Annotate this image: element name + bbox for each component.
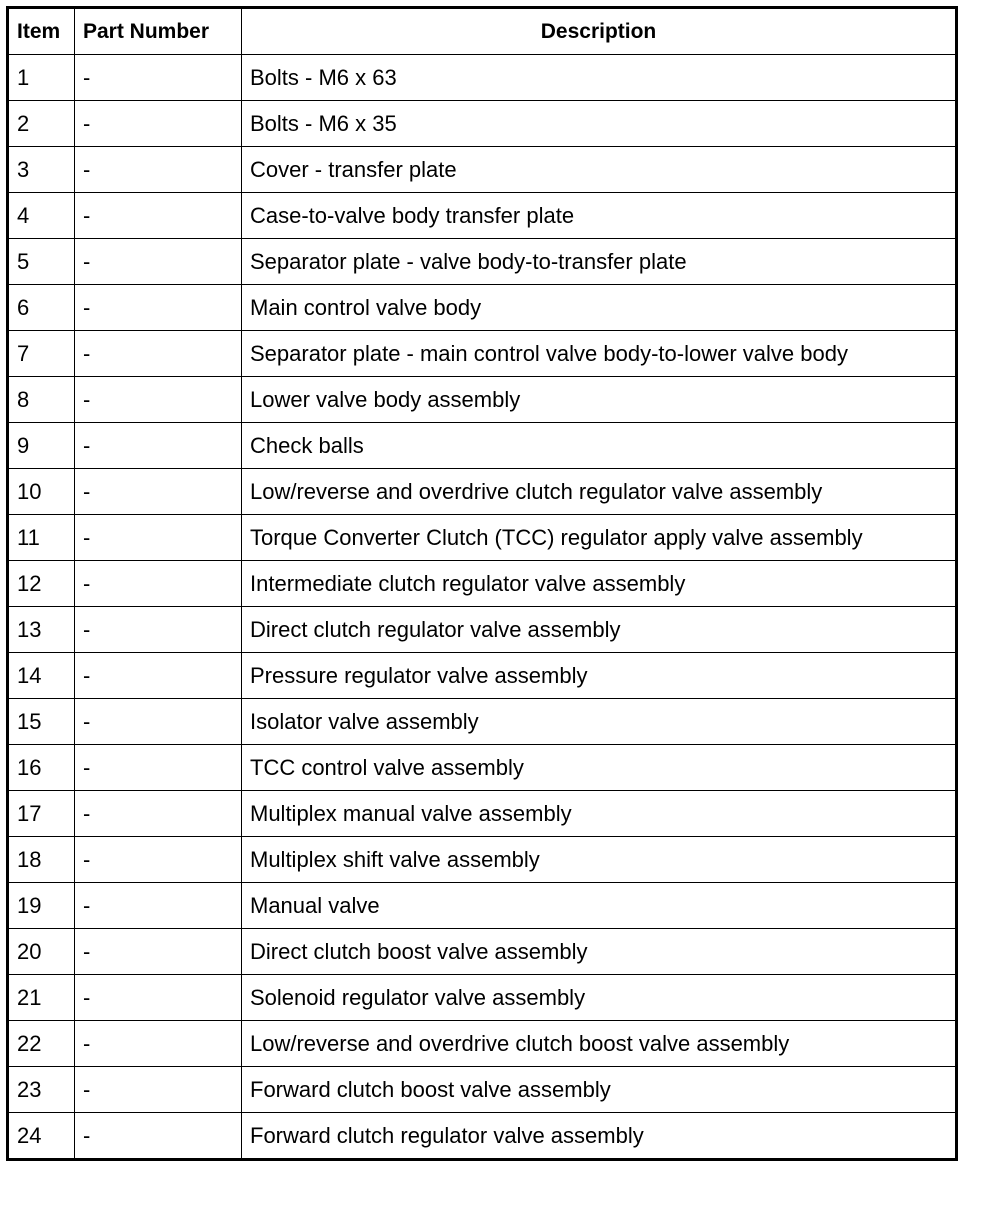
header-part-number: Part Number bbox=[75, 8, 242, 55]
part-number-cell: - bbox=[75, 1021, 242, 1067]
table-row bbox=[8, 55, 957, 101]
item-cell: 17 bbox=[8, 791, 75, 837]
item-cell: 8 bbox=[8, 377, 75, 423]
description-cell: Lower valve body assembly bbox=[242, 377, 957, 423]
description-cell: Low/reverse and overdrive clutch regulator valve assembly bbox=[242, 469, 957, 515]
part-number-cell: - bbox=[75, 791, 242, 837]
description-cell: Cover - transfer plate bbox=[242, 147, 957, 193]
item-cell: 16 bbox=[8, 745, 75, 791]
table-row bbox=[8, 147, 957, 193]
description-cell: Main control valve body bbox=[242, 285, 957, 331]
description-cell: Separator plate - valve body-to-transfer plate bbox=[242, 239, 957, 285]
part-number-cell: - bbox=[75, 331, 242, 377]
table-row bbox=[8, 975, 957, 1021]
table-row bbox=[8, 239, 957, 285]
description-cell: Forward clutch regulator valve assembly bbox=[242, 1113, 957, 1160]
table-row bbox=[8, 331, 957, 377]
description-cell: Bolts - M6 x 63 bbox=[242, 55, 957, 101]
description-cell: Bolts - M6 x 35 bbox=[242, 101, 957, 147]
table-row bbox=[8, 745, 957, 791]
parts-table bbox=[6, 6, 958, 1161]
item-cell: 6 bbox=[8, 285, 75, 331]
table-header bbox=[8, 8, 957, 55]
description-cell: Pressure regulator valve assembly bbox=[242, 653, 957, 699]
part-number-cell: - bbox=[75, 929, 242, 975]
table-row bbox=[8, 1113, 957, 1160]
item-cell: 11 bbox=[8, 515, 75, 561]
table-row bbox=[8, 469, 957, 515]
table-row bbox=[8, 423, 957, 469]
item-cell: 9 bbox=[8, 423, 75, 469]
part-number-cell: - bbox=[75, 561, 242, 607]
part-number-cell: - bbox=[75, 147, 242, 193]
item-cell: 15 bbox=[8, 699, 75, 745]
table-row bbox=[8, 1021, 957, 1067]
item-cell: 1 bbox=[8, 55, 75, 101]
part-number-cell: - bbox=[75, 55, 242, 101]
description-cell: Multiplex manual valve assembly bbox=[242, 791, 957, 837]
table-row bbox=[8, 101, 957, 147]
item-cell: 7 bbox=[8, 331, 75, 377]
description-cell: Case-to-valve body transfer plate bbox=[242, 193, 957, 239]
part-number-cell: - bbox=[75, 607, 242, 653]
part-number-cell: - bbox=[75, 285, 242, 331]
part-number-cell: - bbox=[75, 101, 242, 147]
table-row bbox=[8, 193, 957, 239]
description-cell: Solenoid regulator valve assembly bbox=[242, 975, 957, 1021]
part-number-cell: - bbox=[75, 377, 242, 423]
part-number-cell: - bbox=[75, 975, 242, 1021]
item-cell: 18 bbox=[8, 837, 75, 883]
description-cell: Check balls bbox=[242, 423, 957, 469]
part-number-cell: - bbox=[75, 469, 242, 515]
part-number-cell: - bbox=[75, 239, 242, 285]
item-cell: 2 bbox=[8, 101, 75, 147]
description-cell: Torque Converter Clutch (TCC) regulator apply valve assembly bbox=[242, 515, 957, 561]
item-cell: 3 bbox=[8, 147, 75, 193]
description-cell: Direct clutch boost valve assembly bbox=[242, 929, 957, 975]
item-cell: 14 bbox=[8, 653, 75, 699]
item-cell: 4 bbox=[8, 193, 75, 239]
part-number-cell: - bbox=[75, 423, 242, 469]
part-number-cell: - bbox=[75, 515, 242, 561]
table-row bbox=[8, 377, 957, 423]
description-cell: Manual valve bbox=[242, 883, 957, 929]
part-number-cell: - bbox=[75, 837, 242, 883]
table-row bbox=[8, 653, 957, 699]
item-cell: 10 bbox=[8, 469, 75, 515]
table-row bbox=[8, 837, 957, 883]
table-row bbox=[8, 929, 957, 975]
description-cell: Separator plate - main control valve body-to-lower valve body bbox=[242, 331, 957, 377]
table-row bbox=[8, 791, 957, 837]
description-cell: Forward clutch boost valve assembly bbox=[242, 1067, 957, 1113]
table-row bbox=[8, 515, 957, 561]
header-description: Description bbox=[242, 8, 957, 55]
table-body bbox=[8, 55, 957, 1160]
item-cell: 5 bbox=[8, 239, 75, 285]
part-number-cell: - bbox=[75, 699, 242, 745]
item-cell: 21 bbox=[8, 975, 75, 1021]
table-row bbox=[8, 285, 957, 331]
part-number-cell: - bbox=[75, 1113, 242, 1160]
part-number-cell: - bbox=[75, 653, 242, 699]
item-cell: 22 bbox=[8, 1021, 75, 1067]
header-row bbox=[8, 8, 957, 55]
item-cell: 23 bbox=[8, 1067, 75, 1113]
item-cell: 19 bbox=[8, 883, 75, 929]
item-cell: 12 bbox=[8, 561, 75, 607]
table-row bbox=[8, 699, 957, 745]
part-number-cell: - bbox=[75, 745, 242, 791]
table-row bbox=[8, 1067, 957, 1113]
description-cell: Intermediate clutch regulator valve assembly bbox=[242, 561, 957, 607]
header-item: Item bbox=[8, 8, 75, 55]
description-cell: Low/reverse and overdrive clutch boost valve assembly bbox=[242, 1021, 957, 1067]
table-row bbox=[8, 883, 957, 929]
item-cell: 13 bbox=[8, 607, 75, 653]
description-cell: Isolator valve assembly bbox=[242, 699, 957, 745]
table-row bbox=[8, 607, 957, 653]
item-cell: 24 bbox=[8, 1113, 75, 1160]
description-cell: TCC control valve assembly bbox=[242, 745, 957, 791]
table-row bbox=[8, 561, 957, 607]
item-cell: 20 bbox=[8, 929, 75, 975]
part-number-cell: - bbox=[75, 1067, 242, 1113]
part-number-cell: - bbox=[75, 883, 242, 929]
description-cell: Direct clutch regulator valve assembly bbox=[242, 607, 957, 653]
part-number-cell: - bbox=[75, 193, 242, 239]
description-cell: Multiplex shift valve assembly bbox=[242, 837, 957, 883]
